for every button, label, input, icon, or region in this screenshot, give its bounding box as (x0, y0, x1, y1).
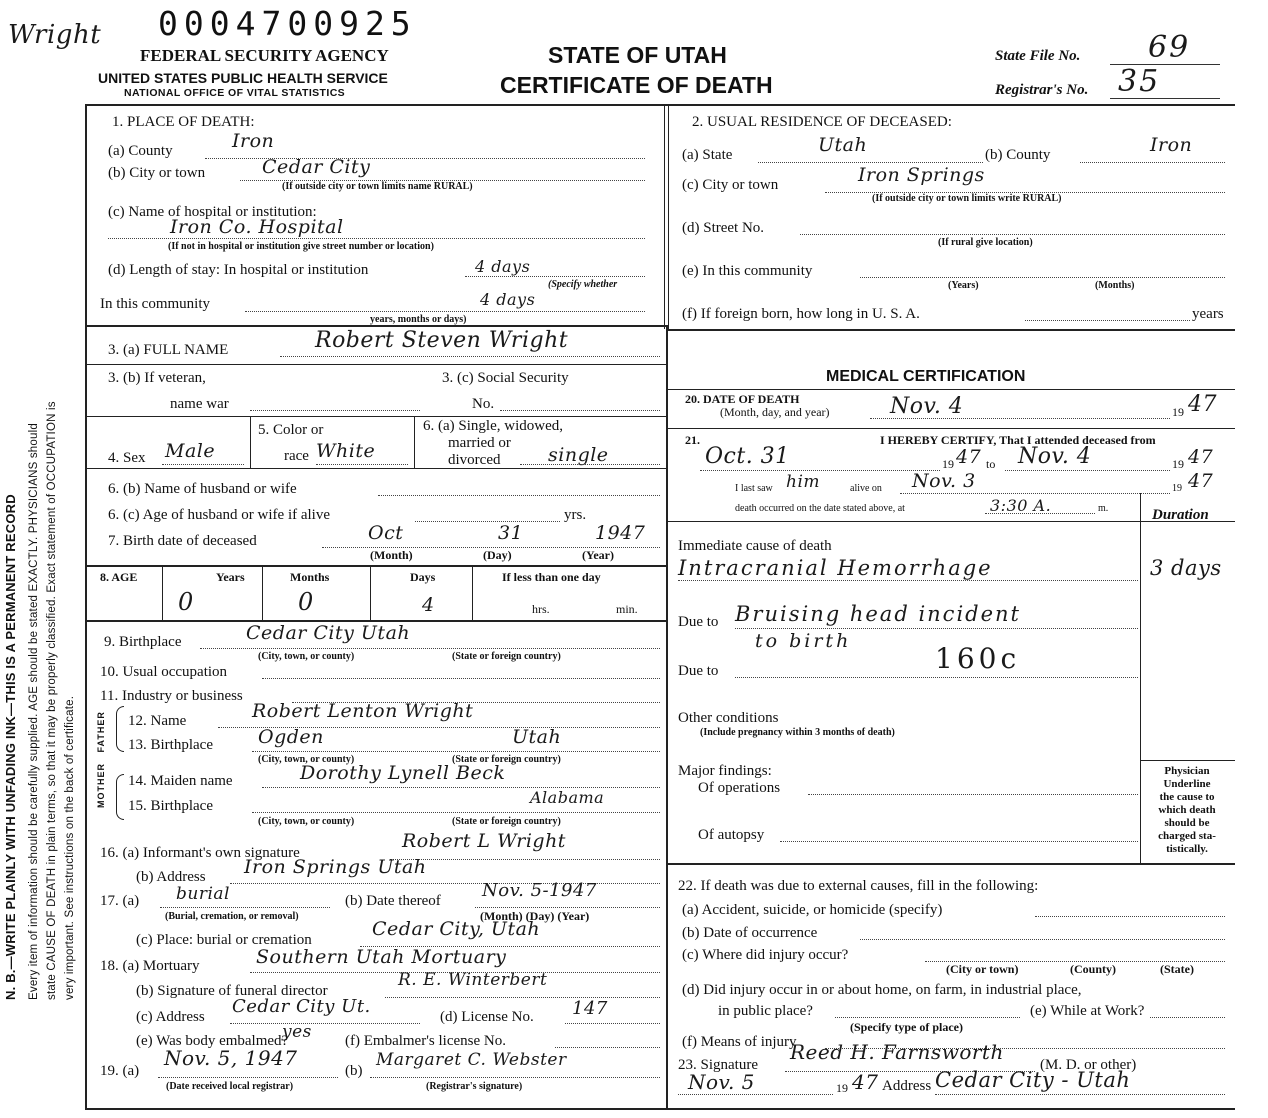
state-file-value: 69 (1148, 30, 1191, 65)
side-note-line1: N. B.—WRITE PLAINLY WITH UNFADING INK—THIS IS A PERMANENT RECORD (3, 494, 18, 1000)
state-title: STATE OF UTAH (548, 42, 727, 68)
birth-day: 31 (498, 522, 524, 544)
birthplace-value: Cedar City Utah (246, 622, 411, 644)
operations-label: Of operations (698, 780, 781, 796)
burial-place-label: (c) Place: burial or cremation (136, 932, 312, 948)
race-value: White (316, 440, 376, 462)
informant-sig-value: Robert L Wright (402, 830, 566, 852)
medical-heading: MEDICAL CERTIFICATION (826, 368, 1026, 385)
city-label: (b) City or town (108, 165, 206, 181)
full-name-value: Robert Steven Wright (315, 328, 569, 353)
attend-from-century: 19 (942, 457, 954, 471)
informant-address-value: Iron Springs Utah (244, 856, 427, 878)
physician-date: Nov. 5 (688, 1070, 755, 1094)
mother-bp-note-state: (State or foreign country) (452, 816, 561, 827)
mother-birthplace-state: Alabama (530, 788, 605, 807)
physician-note-line: Underline (1163, 778, 1211, 790)
stay-value: 4 days (475, 257, 531, 276)
res-county-value: Iron (1150, 134, 1193, 156)
received-label: 19. (a) (100, 1063, 140, 1079)
sex-label: 4. Sex (108, 450, 146, 466)
res-city-note: (If outside city or town limits write RURAL) (872, 193, 1062, 204)
embalmed-label: (e) Was body embalmed? (136, 1033, 289, 1049)
age-years-label: Years (216, 570, 245, 584)
filename-note: Wright (8, 20, 102, 50)
burial-value: burial (176, 884, 230, 904)
major-findings-label: Major findings: (678, 763, 772, 779)
month-label: (Month) (370, 548, 413, 562)
residence-heading: 2. USUAL RESIDENCE OF DECEASED: (692, 114, 952, 130)
county-value: Iron (232, 130, 275, 152)
physician-year: 47 (852, 1070, 879, 1094)
registrar-sig-label: (b) (345, 1063, 363, 1079)
mother-bp-note-city: (City, town, or county) (258, 816, 355, 827)
occurred-m: m. (1098, 503, 1109, 514)
death-century: 19 (1172, 405, 1184, 419)
last-saw-century: 19 (1172, 483, 1182, 494)
mother-birthplace-label: 15. Birthplace (128, 798, 213, 814)
mother-name-value: Dorothy Lynell Beck (300, 762, 506, 784)
immediate-cause-value: Intracranial Hemorrhage (678, 556, 993, 580)
burial-place-value: Cedar City, Utah (372, 918, 541, 940)
other-conditions-note: (Include pregnancy within 3 months of death) (700, 727, 895, 738)
war-label: name war (170, 396, 229, 412)
father-name-value: Robert Lenton Wright (252, 700, 474, 722)
age-years-value: 0 (178, 588, 194, 616)
state-file-label: State File No. (995, 48, 1081, 64)
age-days-label: Days (410, 570, 436, 584)
registrar-sig-value: Margaret C. Webster (376, 1050, 567, 1070)
certify-text: I HEREBY CERTIFY, That I attended deceased from (880, 433, 1156, 447)
external-heading: 22. If death was due to external causes, fill in the following: (678, 878, 1039, 894)
birth-month: Oct (368, 522, 404, 544)
mother-name-label: 14. Maiden name (128, 773, 233, 789)
service-name: UNITED STATES PUBLIC HEALTH SERVICE (98, 70, 388, 86)
res-city-label: (c) City or town (682, 177, 779, 193)
side-note-line3: state CAUSE OF DEATH in plain terms, so that it may be properly classified. Exact statement of OCCUPATION is (46, 401, 58, 1000)
certificate-title: CERTIFICATE OF DEATH (500, 72, 773, 98)
burial-date-value: Nov. 5-1947 (482, 880, 597, 901)
spouse-label: 6. (b) Name of husband or wife (108, 481, 297, 497)
father-name-label: 12. Name (128, 713, 187, 729)
spouse-age-label: 6. (c) Age of husband or wife if alive (108, 507, 331, 523)
director-value: R. E. Winterbert (398, 970, 548, 990)
father-birthplace-state: Utah (512, 726, 562, 748)
sex-value: Male (165, 440, 216, 462)
attend-to: Nov. 4 (1018, 444, 1092, 469)
hospital-note: (If not in hospital or institution give street number or location) (168, 241, 434, 252)
embalmer-license-label: (f) Embalmer's license No. (345, 1033, 506, 1049)
physician-note (1142, 765, 1232, 856)
occupation-label: 10. Usual occupation (100, 664, 228, 680)
ss-label: 3. (c) Social Security (442, 370, 569, 386)
physician-note-line: should be (1164, 817, 1210, 829)
physician-note-line: charged sta- (1158, 830, 1216, 842)
received-value: Nov. 5, 1947 (164, 1046, 298, 1070)
birthplace-note-city: (City, town, or county) (258, 651, 355, 662)
res-years-label: (Years) (948, 280, 979, 291)
external-city-note: (City or town) (946, 962, 1019, 976)
due-to-value-1: Bruising head incident (735, 602, 1021, 626)
year-label: (Year) (582, 548, 614, 562)
physician-sig-label: 23. Signature (678, 1057, 758, 1073)
immediate-cause-label: Immediate cause of death (678, 538, 832, 554)
due-to-code: 160c (935, 642, 1021, 675)
attend-from-year: 47 (956, 446, 982, 468)
attend-from: Oct. 31 (705, 444, 790, 469)
burial-note: (Burial, cremation, or removal) (165, 911, 299, 922)
age-label: 8. AGE (100, 570, 138, 584)
external-a-label: (a) Accident, suicide, or homicide (specify) (682, 902, 943, 918)
physician-address-label: Address (882, 1078, 932, 1094)
place-of-death-heading: 1. PLACE OF DEATH: (112, 114, 255, 130)
due-to-label-2: Due to (678, 663, 719, 679)
yrs-label: yrs. (564, 507, 587, 523)
side-note-line4: very important. See instructions on the back of certificate. (64, 695, 76, 1000)
burial-date-note: (Month) (Day) (Year) (480, 909, 590, 923)
side-note-line2: Every item of information should be carefully supplied. AGE should be stated EXACTLY. PHYSICIANS should (28, 423, 40, 1000)
age-days-value: 4 (422, 594, 435, 616)
occurred-label: death occurred on the date stated above, at (735, 503, 905, 514)
last-saw-label: I last saw (735, 483, 773, 494)
md-label: (M. D. or other) (1040, 1057, 1137, 1073)
attend-to-label: to (986, 457, 996, 471)
external-d-label-1: (d) Did injury occur in or about home, on farm, in industrial place, (682, 982, 1082, 998)
veteran-label: 3. (b) If veteran, (108, 370, 206, 386)
father-birthplace-city: Ogden (258, 726, 324, 748)
res-street-note: (If rural give location) (938, 237, 1033, 248)
director-label: (b) Signature of funeral director (136, 983, 328, 999)
marital-label-1: 6. (a) Single, widowed, (423, 418, 563, 434)
informant-address-label: (b) Address (136, 869, 206, 885)
certify-number: 21. (685, 433, 700, 447)
community-note: years, months or days) (370, 314, 467, 325)
birth-date-label: 7. Birth date of deceased (108, 533, 257, 549)
res-city-value: Iron Springs (858, 164, 985, 186)
death-date-value: Nov. 4 (890, 394, 964, 419)
res-state-value: Utah (818, 134, 868, 156)
min-label: min. (616, 602, 638, 616)
physician-note-line: Physician (1164, 765, 1210, 777)
physician-address-value: Cedar City - Utah (935, 1068, 1131, 1092)
death-date-label: 20. DATE OF DEATH (685, 392, 800, 406)
father-bp-note-city: (City, town, or county) (258, 754, 355, 765)
res-county-label: (b) County (985, 147, 1051, 163)
external-specify-place: (Specify type of place) (850, 1020, 963, 1034)
res-foreign-label: (f) If foreign born, how long in U. S. A. (682, 306, 920, 322)
due-to-value-2: to birth (755, 630, 852, 652)
mortuary-value: Southern Utah Mortuary (256, 946, 507, 968)
attend-to-year: 47 (1188, 446, 1214, 468)
industry-label: 11. Industry or business (100, 688, 243, 704)
community-value: 4 days (480, 290, 536, 309)
city-note: (If outside city or town limits name RURAL) (282, 181, 473, 192)
marital-label-3: divorced (448, 452, 501, 468)
age-less-label: If less than one day (502, 570, 601, 584)
day-label: (Day) (483, 548, 512, 562)
external-c-label: (c) Where did injury occur? (682, 947, 849, 963)
registrar-sig-note: (Registrar's signature) (426, 1081, 523, 1092)
office-name: NATIONAL OFFICE OF VITAL STATISTICS (124, 87, 346, 99)
community-label: In this community (100, 296, 210, 312)
hrs-label: hrs. (532, 602, 550, 616)
specify-note: (Specify whether (548, 279, 618, 290)
age-months-label: Months (290, 570, 330, 584)
stay-label: (d) Length of stay: In hospital or institution (108, 262, 369, 278)
res-months-label: (Months) (1095, 280, 1135, 291)
physician-year-prefix: 19 (836, 1081, 848, 1095)
full-name-label: 3. (a) FULL NAME (108, 342, 229, 358)
marital-value: single (548, 444, 609, 466)
res-street-label: (d) Street No. (682, 220, 765, 236)
death-year: 47 (1188, 392, 1217, 417)
age-months-value: 0 (298, 588, 314, 616)
father-birthplace-label: 13. Birthplace (128, 737, 213, 753)
external-d-label-2: in public place? (718, 1003, 813, 1019)
res-years-suffix: years (1192, 306, 1224, 322)
physician-note-line: tistically. (1166, 843, 1208, 855)
license-value: 147 (572, 998, 608, 1019)
physician-note-line: which death (1158, 804, 1216, 816)
external-b-label: (b) Date of occurrence (682, 925, 818, 941)
birthplace-note-state: (State or foreign country) (452, 651, 561, 662)
immediate-duration: 3 days (1150, 556, 1222, 580)
birthplace-label: 9. Birthplace (104, 634, 182, 650)
hospital-label: (c) Name of hospital or institution: (108, 204, 317, 220)
mother-father-vertical: MOTHER FATHER (96, 711, 106, 808)
last-saw-date: Nov. 3 (912, 470, 976, 492)
duration-label: Duration (1152, 507, 1209, 523)
external-state-note: (State) (1160, 962, 1194, 976)
license-label: (d) License No. (440, 1009, 534, 1025)
embalmed-value: yes (282, 1022, 312, 1042)
burial-label: 17. (a) (100, 893, 140, 909)
last-saw-him: him (786, 472, 821, 492)
certificate-serial: 0004700925 (158, 4, 417, 43)
color-label: 5. Color or (258, 422, 324, 438)
occurred-time: 3:30 A. (990, 496, 1052, 515)
mortuary-address-value: Cedar City Ut. (232, 996, 371, 1017)
due-to-label-1: Due to (678, 614, 719, 630)
marital-label-2: married or (448, 435, 511, 451)
external-f-label: (f) Means of injury (682, 1034, 797, 1050)
hospital-value: Iron Co. Hospital (170, 216, 344, 238)
mortuary-address-label: (c) Address (136, 1009, 205, 1025)
birth-year: 1947 (595, 522, 646, 544)
autopsy-label: Of autopsy (698, 827, 765, 843)
father-bp-note-state: (State or foreign country) (452, 754, 561, 765)
physician-note-line: the cause to (1159, 791, 1215, 803)
external-e-label: (e) While at Work? (1030, 1003, 1145, 1019)
burial-date-label: (b) Date thereof (345, 893, 441, 909)
alive-on-label: alive on (850, 483, 882, 494)
death-date-note: (Month, day, and year) (720, 405, 830, 419)
other-conditions-label: Other conditions (678, 710, 779, 726)
mortuary-label: 18. (a) Mortuary (100, 958, 200, 974)
received-note: (Date received local registrar) (166, 1081, 294, 1092)
county-label: (a) County (108, 143, 173, 159)
race-label: race (284, 448, 309, 464)
registrar-no-label: Registrar's No. (995, 82, 1089, 98)
attend-to-century: 19 (1172, 457, 1184, 471)
last-saw-year: 47 (1188, 470, 1214, 492)
res-community-label: (e) In this community (682, 263, 813, 279)
city-value: Cedar City (262, 156, 371, 178)
informant-sig-label: 16. (a) Informant's own signature (100, 845, 300, 861)
registrar-no-value: 35 (1118, 64, 1161, 99)
res-state-label: (a) State (682, 147, 733, 163)
ss-no-label: No. (472, 396, 495, 412)
physician-sig-value: Reed H. Farnsworth (790, 1040, 1004, 1064)
agency-name: FEDERAL SECURITY AGENCY (140, 46, 389, 65)
external-county-note: (County) (1070, 962, 1117, 976)
